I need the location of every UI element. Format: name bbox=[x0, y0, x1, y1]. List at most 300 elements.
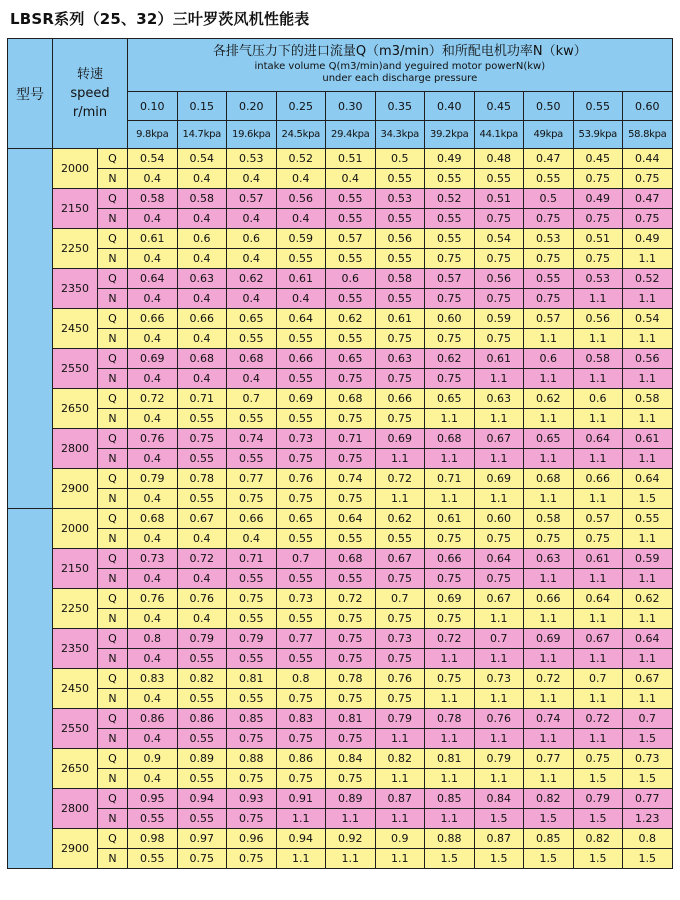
flow-value: 0.75 bbox=[425, 669, 475, 689]
power-value: 0.55 bbox=[375, 209, 425, 229]
power-value: 0.4 bbox=[177, 169, 227, 189]
table-row bbox=[8, 689, 673, 709]
power-value: 0.75 bbox=[375, 649, 425, 669]
flow-value: 0.79 bbox=[227, 629, 277, 649]
power-value: 0.4 bbox=[128, 249, 178, 269]
table-row bbox=[8, 349, 673, 369]
speed-cell: 2000 bbox=[53, 149, 98, 189]
power-value: 1.1 bbox=[524, 489, 574, 509]
flow-value: 0.8 bbox=[128, 629, 178, 649]
power-value: 1.1 bbox=[573, 369, 623, 389]
power-value: 0.55 bbox=[276, 649, 326, 669]
flow-value: 0.67 bbox=[177, 509, 227, 529]
table-row bbox=[8, 369, 673, 389]
power-value: 1.1 bbox=[474, 729, 524, 749]
n-label: N bbox=[98, 329, 128, 349]
power-value: 1.1 bbox=[375, 449, 425, 469]
flow-value: 0.71 bbox=[425, 469, 475, 489]
flow-value: 0.69 bbox=[425, 589, 475, 609]
flow-value: 0.65 bbox=[326, 349, 376, 369]
table-row bbox=[8, 669, 673, 689]
power-value: 0.55 bbox=[276, 329, 326, 349]
flow-value: 0.66 bbox=[128, 309, 178, 329]
flow-value: 0.57 bbox=[227, 189, 277, 209]
power-value: 0.4 bbox=[128, 449, 178, 469]
flow-value: 0.58 bbox=[128, 189, 178, 209]
flow-value: 0.65 bbox=[276, 509, 326, 529]
power-value: 1.1 bbox=[276, 809, 326, 829]
flow-value: 0.72 bbox=[375, 469, 425, 489]
power-value: 1.1 bbox=[573, 649, 623, 669]
power-value: 0.55 bbox=[276, 369, 326, 389]
power-value: 1.5 bbox=[425, 849, 475, 869]
power-value: 0.75 bbox=[474, 529, 524, 549]
flow-value: 0.79 bbox=[573, 789, 623, 809]
power-value: 1.1 bbox=[375, 809, 425, 829]
flow-value: 0.61 bbox=[474, 349, 524, 369]
power-value: 0.55 bbox=[276, 249, 326, 269]
flow-value: 0.75 bbox=[177, 429, 227, 449]
power-value: 0.75 bbox=[425, 329, 475, 349]
flow-value: 0.49 bbox=[425, 149, 475, 169]
flow-value: 0.54 bbox=[177, 149, 227, 169]
table-row bbox=[8, 589, 673, 609]
flow-value: 0.82 bbox=[524, 789, 574, 809]
power-value: 0.55 bbox=[375, 289, 425, 309]
power-value: 0.75 bbox=[573, 169, 623, 189]
power-value: 1.1 bbox=[623, 569, 673, 589]
power-value: 0.55 bbox=[375, 529, 425, 549]
flow-value: 0.97 bbox=[177, 829, 227, 849]
flow-value: 0.62 bbox=[623, 589, 673, 609]
power-value: 0.55 bbox=[128, 849, 178, 869]
table-row bbox=[8, 289, 673, 309]
n-label: N bbox=[98, 609, 128, 629]
power-value: 0.55 bbox=[177, 409, 227, 429]
n-label: N bbox=[98, 569, 128, 589]
header-model: 型号 bbox=[8, 39, 53, 149]
flow-value: 0.56 bbox=[276, 189, 326, 209]
flow-value: 0.5 bbox=[375, 149, 425, 169]
power-value: 0.4 bbox=[128, 209, 178, 229]
table-row bbox=[8, 429, 673, 449]
power-value: 0.4 bbox=[177, 249, 227, 269]
table-row bbox=[8, 169, 673, 189]
power-value: 0.55 bbox=[276, 569, 326, 589]
banner-en-line1: intake volume Q(m3/min)and yeguired motor powerN(kw) bbox=[254, 61, 546, 72]
flow-value: 0.87 bbox=[375, 789, 425, 809]
power-value: 0.75 bbox=[474, 569, 524, 589]
flow-value: 0.51 bbox=[326, 149, 376, 169]
power-value: 1.1 bbox=[573, 689, 623, 709]
power-value: 0.75 bbox=[375, 369, 425, 389]
flow-value: 0.68 bbox=[128, 509, 178, 529]
power-value: 0.4 bbox=[128, 729, 178, 749]
power-value: 1.1 bbox=[623, 369, 673, 389]
flow-value: 0.64 bbox=[128, 269, 178, 289]
power-value: 0.4 bbox=[227, 209, 277, 229]
table-row bbox=[8, 509, 673, 529]
flow-value: 0.64 bbox=[474, 549, 524, 569]
power-value: 1.1 bbox=[524, 329, 574, 349]
flow-value: 0.89 bbox=[177, 749, 227, 769]
flow-value: 0.66 bbox=[375, 389, 425, 409]
flow-value: 0.72 bbox=[177, 549, 227, 569]
table-row bbox=[8, 209, 673, 229]
power-value: 0.75 bbox=[375, 689, 425, 709]
flow-value: 0.72 bbox=[326, 589, 376, 609]
flow-value: 0.67 bbox=[573, 629, 623, 649]
flow-value: 0.58 bbox=[623, 389, 673, 409]
power-value: 0.75 bbox=[326, 449, 376, 469]
table-row bbox=[8, 789, 673, 809]
q-label: Q bbox=[98, 269, 128, 289]
kpa-cell: 49kpa bbox=[524, 121, 574, 149]
speed-cell: 2650 bbox=[53, 389, 98, 429]
pressure-cell: 0.25 bbox=[276, 92, 326, 121]
power-value: 1.1 bbox=[623, 449, 673, 469]
model-name-cell bbox=[8, 149, 53, 509]
table-row bbox=[8, 449, 673, 469]
power-value: 0.75 bbox=[524, 209, 574, 229]
flow-value: 0.51 bbox=[573, 229, 623, 249]
flow-value: 0.93 bbox=[227, 789, 277, 809]
speed-cell: 2550 bbox=[53, 709, 98, 749]
kpa-cell: 24.5kpa bbox=[276, 121, 326, 149]
flow-value: 0.54 bbox=[474, 229, 524, 249]
q-label: Q bbox=[98, 669, 128, 689]
power-value: 0.4 bbox=[128, 329, 178, 349]
table-row bbox=[8, 549, 673, 569]
power-value: 1.1 bbox=[425, 689, 475, 709]
flow-value: 0.72 bbox=[573, 709, 623, 729]
power-value: 0.75 bbox=[623, 209, 673, 229]
flow-value: 0.87 bbox=[474, 829, 524, 849]
power-value: 0.4 bbox=[227, 289, 277, 309]
power-value: 0.55 bbox=[425, 209, 475, 229]
pressure-cell: 0.55 bbox=[573, 92, 623, 121]
power-value: 1.1 bbox=[474, 449, 524, 469]
model-name-cell bbox=[8, 509, 53, 869]
power-value: 1.5 bbox=[573, 769, 623, 789]
power-value: 0.55 bbox=[227, 409, 277, 429]
flow-value: 0.75 bbox=[227, 589, 277, 609]
flow-value: 0.48 bbox=[474, 149, 524, 169]
power-value: 0.55 bbox=[128, 809, 178, 829]
speed-cell: 2800 bbox=[53, 429, 98, 469]
power-value: 0.75 bbox=[375, 609, 425, 629]
power-value: 1.1 bbox=[326, 809, 376, 829]
flow-value: 0.63 bbox=[474, 389, 524, 409]
speed-cell: 2150 bbox=[53, 189, 98, 229]
flow-value: 0.83 bbox=[276, 709, 326, 729]
speed-cell: 2350 bbox=[53, 269, 98, 309]
power-value: 0.4 bbox=[128, 689, 178, 709]
power-value: 0.55 bbox=[326, 329, 376, 349]
flow-value: 0.63 bbox=[524, 549, 574, 569]
flow-value: 0.77 bbox=[276, 629, 326, 649]
table-row bbox=[8, 649, 673, 669]
flow-value: 0.77 bbox=[623, 789, 673, 809]
flow-value: 0.84 bbox=[326, 749, 376, 769]
flow-value: 0.71 bbox=[227, 549, 277, 569]
flow-value: 0.94 bbox=[177, 789, 227, 809]
power-value: 0.75 bbox=[623, 169, 673, 189]
flow-value: 0.8 bbox=[276, 669, 326, 689]
power-value: 0.75 bbox=[227, 809, 277, 829]
flow-value: 0.82 bbox=[573, 829, 623, 849]
q-label: Q bbox=[98, 629, 128, 649]
table-row bbox=[8, 709, 673, 729]
power-value: 1.1 bbox=[573, 609, 623, 629]
n-label: N bbox=[98, 729, 128, 749]
flow-value: 0.74 bbox=[227, 429, 277, 449]
power-value: 1.1 bbox=[425, 729, 475, 749]
power-value: 0.4 bbox=[128, 569, 178, 589]
q-label: Q bbox=[98, 469, 128, 489]
flow-value: 0.66 bbox=[177, 309, 227, 329]
power-value: 0.75 bbox=[227, 849, 277, 869]
flow-value: 0.67 bbox=[623, 669, 673, 689]
banner-cn: 各排气压力下的进口流量Q（m3/min）和所配电机功率N（kw） bbox=[212, 44, 587, 59]
n-label: N bbox=[98, 409, 128, 429]
flow-value: 0.73 bbox=[623, 749, 673, 769]
n-label: N bbox=[98, 369, 128, 389]
flow-value: 0.57 bbox=[326, 229, 376, 249]
n-label: N bbox=[98, 649, 128, 669]
pressure-cell: 0.45 bbox=[474, 92, 524, 121]
flow-value: 0.78 bbox=[326, 669, 376, 689]
power-value: 0.55 bbox=[227, 449, 277, 469]
flow-value: 0.81 bbox=[326, 709, 376, 729]
power-value: 0.75 bbox=[474, 209, 524, 229]
flow-value: 0.69 bbox=[276, 389, 326, 409]
table-body bbox=[8, 149, 673, 869]
pressure-cell: 0.50 bbox=[524, 92, 574, 121]
flow-value: 0.85 bbox=[227, 709, 277, 729]
flow-value: 0.88 bbox=[425, 829, 475, 849]
power-value: 0.75 bbox=[326, 369, 376, 389]
flow-value: 0.54 bbox=[128, 149, 178, 169]
flow-value: 0.61 bbox=[128, 229, 178, 249]
power-value: 0.55 bbox=[227, 689, 277, 709]
power-value: 0.75 bbox=[227, 489, 277, 509]
power-value: 1.1 bbox=[524, 769, 574, 789]
flow-value: 0.68 bbox=[524, 469, 574, 489]
flow-value: 0.81 bbox=[227, 669, 277, 689]
flow-value: 0.76 bbox=[276, 469, 326, 489]
page-title: LBSR系列（25、32）三叶罗茨风机性能表 bbox=[10, 10, 310, 28]
table-row bbox=[8, 409, 673, 429]
flow-value: 0.68 bbox=[177, 349, 227, 369]
flow-value: 0.64 bbox=[573, 429, 623, 449]
power-value: 1.1 bbox=[524, 369, 574, 389]
flow-value: 0.62 bbox=[326, 309, 376, 329]
flow-value: 0.65 bbox=[227, 309, 277, 329]
power-value: 0.55 bbox=[227, 649, 277, 669]
power-value: 1.1 bbox=[524, 649, 574, 669]
power-value: 0.4 bbox=[276, 209, 326, 229]
flow-value: 0.62 bbox=[375, 509, 425, 529]
kpa-cell: 14.7kpa bbox=[177, 121, 227, 149]
flow-value: 0.73 bbox=[276, 589, 326, 609]
power-value: 0.55 bbox=[227, 609, 277, 629]
flow-value: 0.72 bbox=[524, 669, 574, 689]
power-value: 0.4 bbox=[128, 769, 178, 789]
power-value: 0.55 bbox=[425, 169, 475, 189]
power-value: 1.1 bbox=[623, 409, 673, 429]
power-value: 0.55 bbox=[276, 609, 326, 629]
kpa-cell: 19.6kpa bbox=[227, 121, 277, 149]
power-value: 1.1 bbox=[425, 409, 475, 429]
speed-cell: 2000 bbox=[53, 509, 98, 549]
flow-value: 0.55 bbox=[623, 509, 673, 529]
power-value: 0.4 bbox=[128, 169, 178, 189]
flow-value: 0.66 bbox=[524, 589, 574, 609]
power-value: 1.1 bbox=[425, 809, 475, 829]
power-value: 0.55 bbox=[326, 289, 376, 309]
flow-value: 0.49 bbox=[623, 229, 673, 249]
flow-value: 0.51 bbox=[474, 189, 524, 209]
table-row bbox=[8, 389, 673, 409]
table-row bbox=[8, 529, 673, 549]
power-value: 1.23 bbox=[623, 809, 673, 829]
power-value: 1.1 bbox=[524, 409, 574, 429]
power-value: 0.55 bbox=[326, 209, 376, 229]
flow-value: 0.7 bbox=[623, 709, 673, 729]
flow-value: 0.82 bbox=[177, 669, 227, 689]
power-value: 1.1 bbox=[375, 489, 425, 509]
kpa-cell: 53.9kpa bbox=[573, 121, 623, 149]
flow-value: 0.7 bbox=[474, 629, 524, 649]
flow-value: 0.58 bbox=[375, 269, 425, 289]
n-label: N bbox=[98, 289, 128, 309]
flow-value: 0.7 bbox=[375, 589, 425, 609]
power-value: 1.1 bbox=[573, 729, 623, 749]
power-value: 1.5 bbox=[623, 769, 673, 789]
q-label: Q bbox=[98, 549, 128, 569]
flow-value: 0.56 bbox=[623, 349, 673, 369]
power-value: 0.55 bbox=[227, 569, 277, 589]
flow-value: 0.6 bbox=[573, 389, 623, 409]
flow-value: 0.78 bbox=[425, 709, 475, 729]
q-label: Q bbox=[98, 389, 128, 409]
power-value: 0.75 bbox=[276, 729, 326, 749]
kpa-cell: 9.8kpa bbox=[128, 121, 178, 149]
power-value: 0.75 bbox=[425, 569, 475, 589]
power-value: 1.1 bbox=[524, 449, 574, 469]
power-value: 0.75 bbox=[474, 249, 524, 269]
flow-value: 0.57 bbox=[573, 509, 623, 529]
speed-unit: r/min bbox=[72, 105, 108, 120]
flow-value: 0.68 bbox=[326, 389, 376, 409]
q-label: Q bbox=[98, 589, 128, 609]
power-value: 0.75 bbox=[425, 609, 475, 629]
table-row bbox=[8, 149, 673, 169]
power-value: 0.55 bbox=[177, 689, 227, 709]
flow-value: 0.78 bbox=[177, 469, 227, 489]
power-value: 1.1 bbox=[573, 449, 623, 469]
power-value: 0.55 bbox=[524, 169, 574, 189]
power-value: 1.5 bbox=[623, 729, 673, 749]
flow-value: 0.44 bbox=[623, 149, 673, 169]
flow-value: 0.45 bbox=[573, 149, 623, 169]
flow-value: 0.55 bbox=[524, 269, 574, 289]
speed-cell: 2550 bbox=[53, 349, 98, 389]
flow-value: 0.71 bbox=[326, 429, 376, 449]
table-row bbox=[8, 189, 673, 209]
flow-value: 0.77 bbox=[227, 469, 277, 489]
power-value: 1.1 bbox=[573, 329, 623, 349]
kpa-cell: 58.8kpa bbox=[623, 121, 673, 149]
power-value: 0.55 bbox=[177, 649, 227, 669]
n-label: N bbox=[98, 809, 128, 829]
flow-value: 0.86 bbox=[276, 749, 326, 769]
power-value: 1.1 bbox=[375, 729, 425, 749]
flow-value: 0.85 bbox=[524, 829, 574, 849]
flow-value: 0.60 bbox=[474, 509, 524, 529]
power-value: 1.1 bbox=[375, 769, 425, 789]
table-row bbox=[8, 489, 673, 509]
q-label: Q bbox=[98, 349, 128, 369]
power-value: 0.4 bbox=[177, 369, 227, 389]
power-value: 1.1 bbox=[425, 649, 475, 669]
flow-value: 0.91 bbox=[276, 789, 326, 809]
power-value: 0.75 bbox=[326, 769, 376, 789]
q-label: Q bbox=[98, 749, 128, 769]
power-value: 0.75 bbox=[177, 849, 227, 869]
speed-cell: 2650 bbox=[53, 749, 98, 789]
flow-value: 0.75 bbox=[326, 629, 376, 649]
flow-value: 0.61 bbox=[425, 509, 475, 529]
flow-value: 0.53 bbox=[573, 269, 623, 289]
flow-value: 0.47 bbox=[524, 149, 574, 169]
table-row bbox=[8, 329, 673, 349]
table-row bbox=[8, 769, 673, 789]
flow-value: 0.79 bbox=[474, 749, 524, 769]
power-value: 0.75 bbox=[375, 409, 425, 429]
flow-value: 0.6 bbox=[177, 229, 227, 249]
flow-value: 0.59 bbox=[623, 549, 673, 569]
kpa-cell: 34.3kpa bbox=[375, 121, 425, 149]
flow-value: 0.76 bbox=[128, 589, 178, 609]
flow-value: 0.62 bbox=[425, 349, 475, 369]
power-value: 0.75 bbox=[276, 489, 326, 509]
q-label: Q bbox=[98, 829, 128, 849]
flow-value: 0.73 bbox=[375, 629, 425, 649]
q-label: Q bbox=[98, 509, 128, 529]
power-value: 0.55 bbox=[276, 409, 326, 429]
flow-value: 0.63 bbox=[177, 269, 227, 289]
flow-value: 0.69 bbox=[474, 469, 524, 489]
power-value: 1.1 bbox=[425, 449, 475, 469]
q-label: Q bbox=[98, 789, 128, 809]
power-value: 0.4 bbox=[177, 569, 227, 589]
power-value: 0.55 bbox=[474, 169, 524, 189]
table-row bbox=[8, 809, 673, 829]
q-label: Q bbox=[98, 149, 128, 169]
power-value: 0.75 bbox=[227, 769, 277, 789]
power-value: 1.1 bbox=[573, 409, 623, 429]
flow-value: 0.61 bbox=[573, 549, 623, 569]
power-value: 0.75 bbox=[425, 289, 475, 309]
flow-value: 0.94 bbox=[276, 829, 326, 849]
flow-value: 0.72 bbox=[128, 389, 178, 409]
power-value: 1.1 bbox=[326, 849, 376, 869]
flow-value: 0.73 bbox=[276, 429, 326, 449]
power-value: 0.75 bbox=[425, 529, 475, 549]
power-value: 0.55 bbox=[227, 329, 277, 349]
